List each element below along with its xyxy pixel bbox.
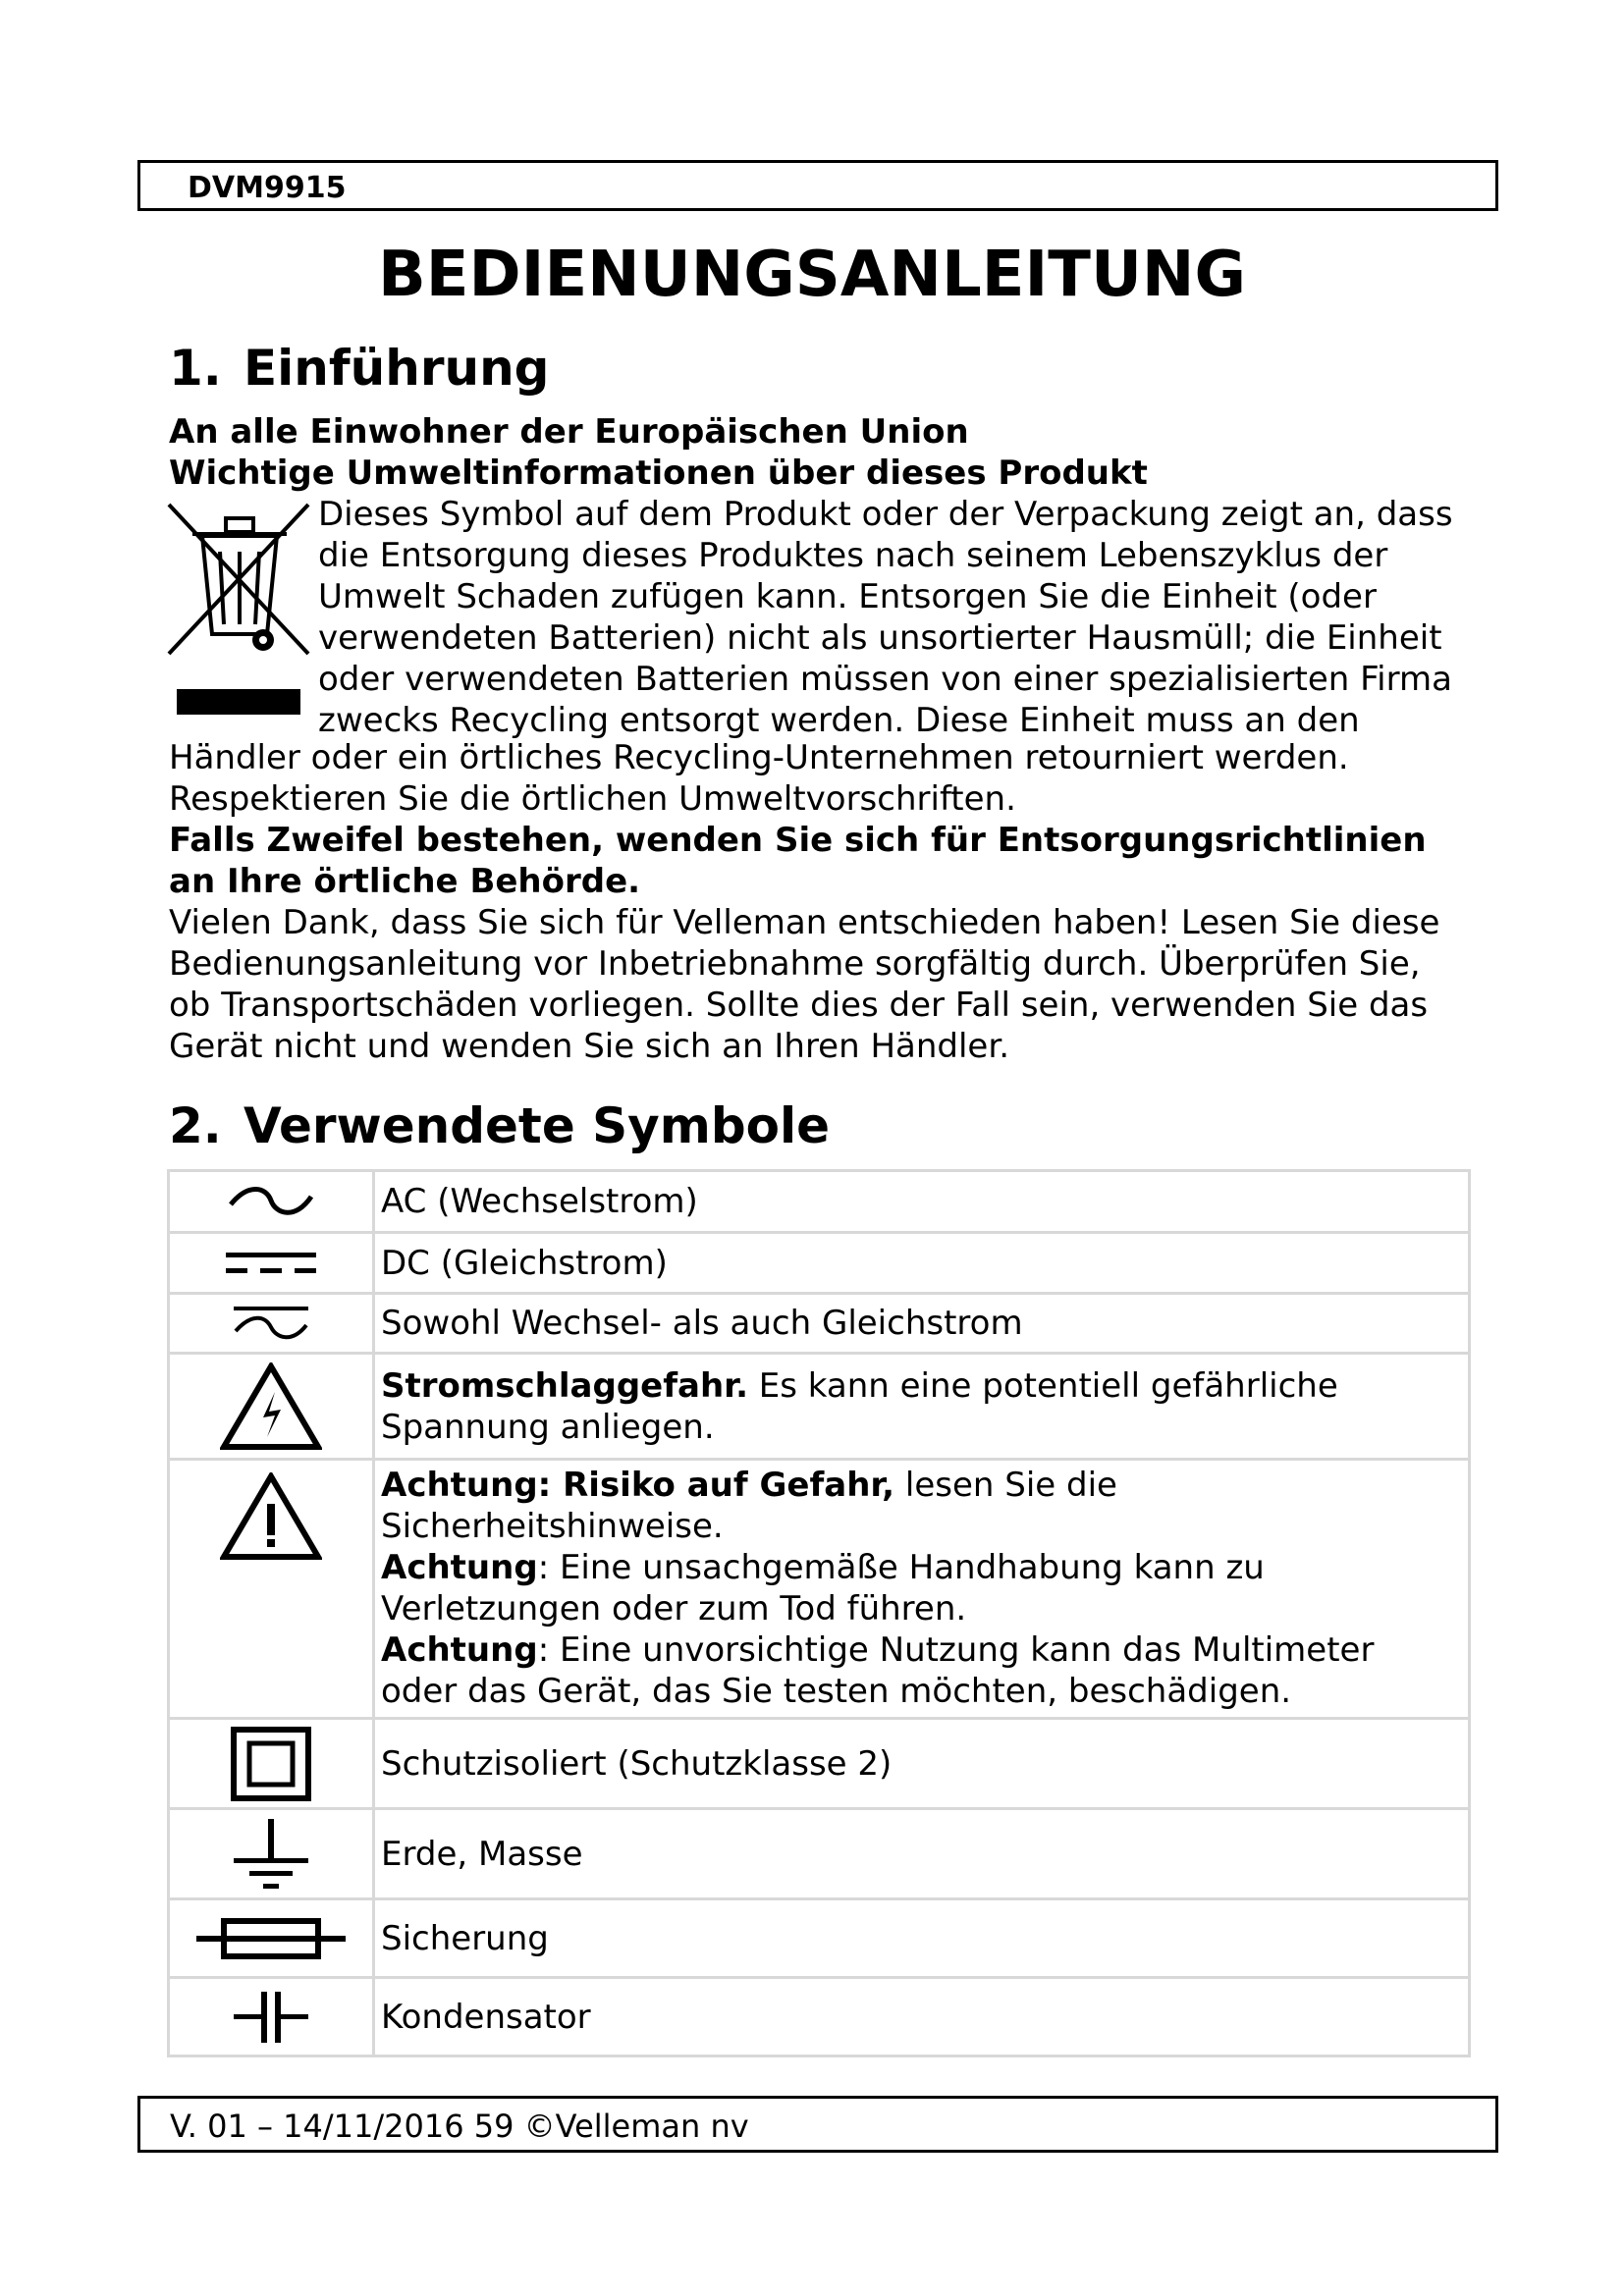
fuse-icon — [194, 1914, 348, 1963]
symbol-description — [374, 1354, 1470, 1460]
symbol-description: AC (Wechselstrom) — [374, 1171, 1470, 1233]
table-row — [169, 1809, 1470, 1899]
note-line: an Ihre örtliche Behörde. — [169, 862, 641, 901]
footer-version-info: V. 01 – 14/11/2016 59 ©Velleman nv — [170, 2108, 749, 2145]
symbol-description: Schutzisoliert (Schutzklasse 2) — [374, 1719, 1470, 1809]
section-number: 2. — [169, 1097, 222, 1154]
shock-warning-label: Stromschlaggefahr. — [381, 1365, 748, 1406]
shock-text: Es kann eine potentiell gefährliche — [748, 1365, 1338, 1406]
weee-paragraph — [318, 494, 1477, 741]
note-line: Falls Zweifel bestehen, wenden Sie sich für Entsorgungsrichtlinien — [169, 821, 1427, 860]
table-row — [169, 1354, 1470, 1460]
document-title: BEDIENUNGSANLEITUNG — [378, 239, 1246, 311]
weee-line: oder verwendeten Batterien müssen von einer spezialisierten Firma — [318, 660, 1452, 699]
shock-text: Spannung anliegen. — [381, 1407, 715, 1447]
weee-line: Dieses Symbol auf dem Produkt oder der Verpackung zeigt an, dass — [318, 495, 1453, 534]
symbol-description: Erde, Masse — [374, 1809, 1470, 1899]
subheading-environment: Wichtige Umweltinformationen über dieses Produkt — [169, 454, 1148, 493]
thanks-line: Bedienungsanleitung vor Inbetriebnahme sorgfältig durch. Überprüfen Sie, — [169, 944, 1421, 984]
model-number: DVM9915 — [188, 171, 347, 205]
weee-line: Respektieren Sie die örtlichen Umweltvorschriften. — [169, 779, 1016, 819]
caution-text: Verletzungen oder zum Tod führen. — [381, 1589, 967, 1629]
weee-paragraph-continued — [169, 737, 1485, 820]
contact-authority-note — [169, 820, 1485, 902]
caution-label: Achtung: Risiko auf Gefahr, — [381, 1466, 895, 1505]
caution-text: oder das Gerät, das Sie testen möchten, beschädigen. — [381, 1672, 1292, 1711]
caution-text: : Eine unsachgemäße Handhabung kann zu — [537, 1548, 1265, 1587]
symbol-description: Sowohl Wechsel- als auch Gleichstrom — [374, 1294, 1470, 1354]
section-1-heading — [169, 339, 549, 398]
electric-shock-warning-icon — [220, 1362, 322, 1451]
header-box — [137, 160, 1498, 211]
ground-icon — [230, 1817, 312, 1892]
table-row — [169, 1233, 1470, 1294]
ac-dc-icon — [232, 1304, 310, 1343]
caution-label: Achtung — [381, 1630, 538, 1670]
section-number: 1. — [169, 340, 222, 397]
section-title: Verwendete Symbole — [244, 1097, 831, 1154]
caution-text: lesen Sie die — [894, 1466, 1117, 1505]
weee-line: Umwelt Schaden zufügen kann. Entsorgen Sie die Einheit (oder — [318, 577, 1377, 616]
table-row — [169, 1294, 1470, 1354]
table-row — [169, 1171, 1470, 1233]
table-row — [169, 1719, 1470, 1809]
footer-box — [137, 2096, 1498, 2153]
symbols-table — [167, 1169, 1471, 2057]
ac-sine-icon — [227, 1187, 315, 1216]
caution-text: Sicherheitshinweise. — [381, 1507, 724, 1546]
symbol-description: Sicherung — [374, 1899, 1470, 1978]
subheading-eu: An alle Einwohner der Europäischen Union — [169, 412, 969, 452]
symbol-description: DC (Gleichstrom) — [374, 1233, 1470, 1294]
table-row — [169, 1460, 1470, 1719]
double-insulation-icon — [231, 1727, 311, 1801]
weee-bin-icon — [165, 497, 312, 728]
thanks-line: Vielen Dank, dass Sie sich für Velleman entschieden haben! Lesen Sie diese — [169, 903, 1440, 942]
symbol-description: Kondensator — [374, 1978, 1470, 2056]
dc-lines-icon — [224, 1249, 318, 1278]
section-title: Einführung — [244, 340, 550, 397]
table-row — [169, 1978, 1470, 2056]
section-2-heading — [169, 1096, 830, 1155]
thanks-line: ob Transportschäden vorliegen. Sollte dies der Fall sein, verwenden Sie das — [169, 986, 1429, 1025]
symbol-description — [374, 1460, 1470, 1719]
caution-label: Achtung — [381, 1548, 538, 1587]
thanks-paragraph — [169, 902, 1485, 1067]
caution-text: : Eine unvorsichtige Nutzung kann das Multimeter — [537, 1630, 1375, 1670]
table-row — [169, 1899, 1470, 1978]
weee-line: verwendeten Batterien) nicht als unsortierter Hausmüll; die Einheit — [318, 618, 1442, 658]
caution-warning-icon — [220, 1472, 322, 1561]
thanks-line: Gerät nicht und wenden Sie sich an Ihren Händler. — [169, 1027, 1010, 1066]
capacitor-icon — [232, 1990, 310, 2045]
weee-line: die Entsorgung dieses Produktes nach seinem Lebenszyklus der — [318, 536, 1388, 575]
weee-line: zwecks Recycling entsorgt werden. Diese Einheit muss an den — [318, 701, 1360, 740]
weee-line: Händler oder ein örtliches Recycling-Unternehmen retourniert werden. — [169, 738, 1349, 777]
